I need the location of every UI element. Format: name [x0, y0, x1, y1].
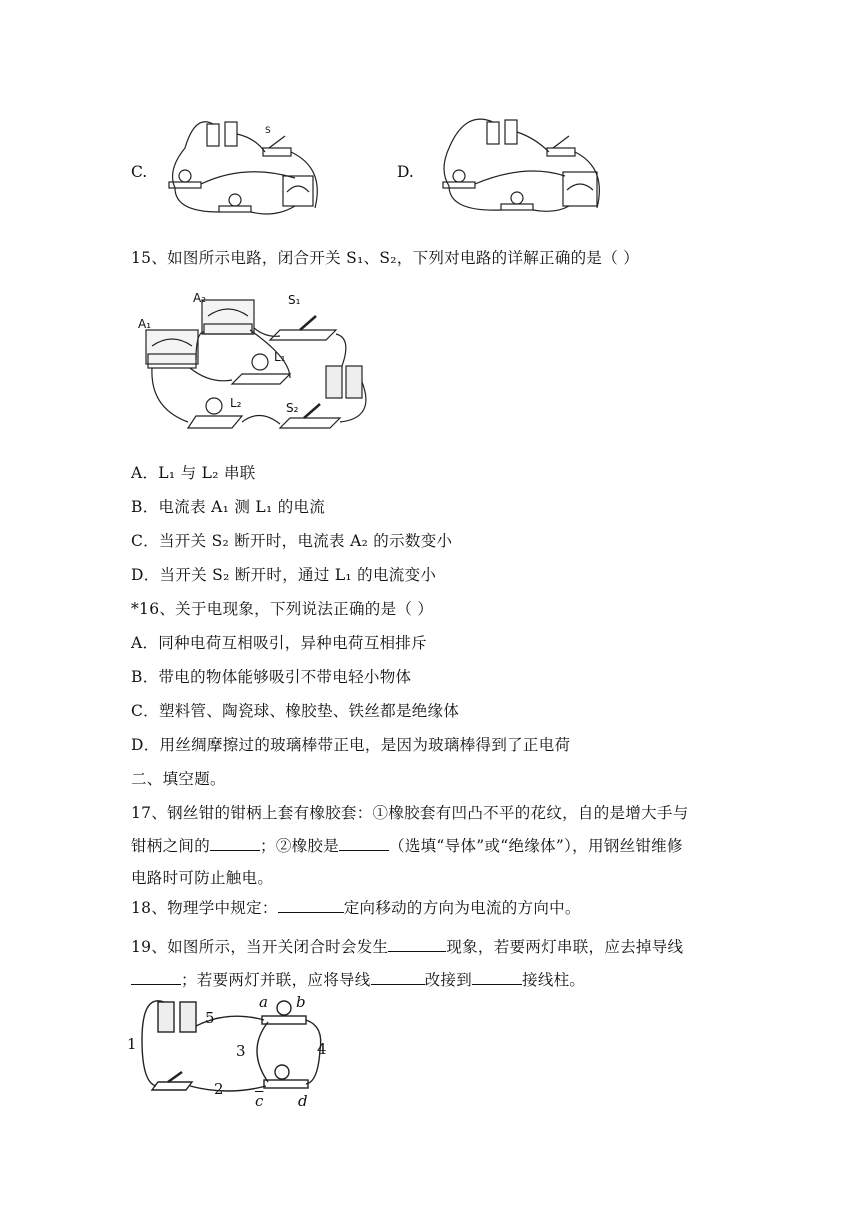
q19-text-1b: 现象，若要两灯串联，应去掉导线 — [446, 938, 684, 956]
q19-line1 — [131, 935, 683, 957]
q19-label-3: 3 — [236, 1042, 246, 1060]
option-c-label: C. — [131, 163, 148, 181]
option-d-label: D. — [397, 163, 414, 181]
q15-option-a: A．L₁ 与 L₂ 串联 — [131, 464, 256, 482]
q15-option-c: C．当开关 S₂ 断开时，电流表 A₂ 的示数变小 — [131, 532, 453, 550]
q15-label-s2: S₂ — [286, 401, 299, 415]
q19-blank-1[interactable] — [388, 937, 446, 952]
q15-option-b: B．电流表 A₁ 测 L₁ 的电流 — [131, 498, 326, 516]
q19-label-a: a — [259, 993, 268, 1011]
q19-label-4: 4 — [317, 1040, 327, 1058]
q19-text-1a: 19、如图所示，当开关闭合时会发生 — [131, 938, 389, 956]
q19-text-2b: 改接到 — [424, 971, 473, 989]
q16-option-d: D．用丝绸摩擦过的玻璃棒带正电，是因为玻璃棒得到了正电荷 — [131, 736, 571, 754]
q15-label-l1: L₁ — [274, 350, 286, 364]
q18-blank[interactable] — [278, 898, 344, 913]
q16-stem: *16、关于电现象，下列说法正确的是（ ） — [131, 600, 434, 618]
q16-option-c: C．塑料管、陶瓷球、橡胶垫、铁丝都是绝缘体 — [131, 702, 460, 720]
section-heading: 二、填空题。 — [131, 770, 226, 788]
q17-blank-2[interactable] — [339, 836, 389, 851]
q19-label-d: d — [298, 1092, 308, 1110]
q17-text-b: ；②橡胶是 — [260, 837, 340, 855]
q17-text-c: （选填“导体”或“绝缘体”），用钢丝钳维修 — [389, 837, 683, 855]
q18-text-b: 定向移动的方向为电流的方向中。 — [343, 899, 581, 917]
q17-line2 — [131, 834, 683, 856]
figure-c-label-s: S — [265, 126, 271, 136]
q19-blank-2[interactable] — [131, 970, 181, 985]
circuit-figure-d — [435, 108, 615, 218]
q15-circuit-figure — [130, 288, 390, 438]
q19-label-2: 2 — [214, 1080, 224, 1098]
q16-option-b: B．带电的物体能够吸引不带电轻小物体 — [131, 668, 412, 686]
q15-stem: 15、如图所示电路，闭合开关 S₁、S₂，下列对电路的详解正确的是（ ） — [131, 249, 640, 267]
q16-option-a: A．同种电荷互相吸引，异种电荷互相排斥 — [131, 634, 427, 652]
q17-line1: 17、钢丝钳的钳柄上套有橡胶套：①橡胶套有凹凸不平的花纹，自的是增大手与 — [131, 804, 689, 822]
q17-text-a: 钳柄之间的 — [131, 837, 211, 855]
q15-label-a2: A₂ — [193, 291, 207, 305]
q19-text-2c: 接线柱。 — [522, 971, 586, 989]
q19-label-b: b — [296, 993, 306, 1011]
q19-label-1: 1 — [127, 1035, 137, 1053]
q19-blank-3[interactable] — [371, 970, 425, 985]
q15-label-l2: L₂ — [230, 396, 242, 410]
q19-line2 — [131, 968, 585, 990]
q19-blank-4[interactable] — [472, 970, 522, 985]
q18-text-a: 18、物理学中规定： — [131, 899, 278, 917]
q19-text-2a: ；若要两灯并联，应将导线 — [181, 971, 371, 989]
q15-label-a1: A₁ — [138, 317, 152, 331]
q19-label-c: $\overline{c}$ — [255, 1092, 264, 1110]
circuit-figure-c — [155, 108, 335, 218]
q17-blank-1[interactable] — [210, 836, 260, 851]
q15-option-d: D．当开关 S₂ 断开时，通过 L₁ 的电流变小 — [131, 566, 437, 584]
q15-label-s1: S₁ — [288, 293, 301, 307]
q19-label-5: 5 — [205, 1009, 215, 1027]
q18-line — [131, 896, 581, 918]
q17-line3: 电路时可防止触电。 — [131, 869, 274, 887]
